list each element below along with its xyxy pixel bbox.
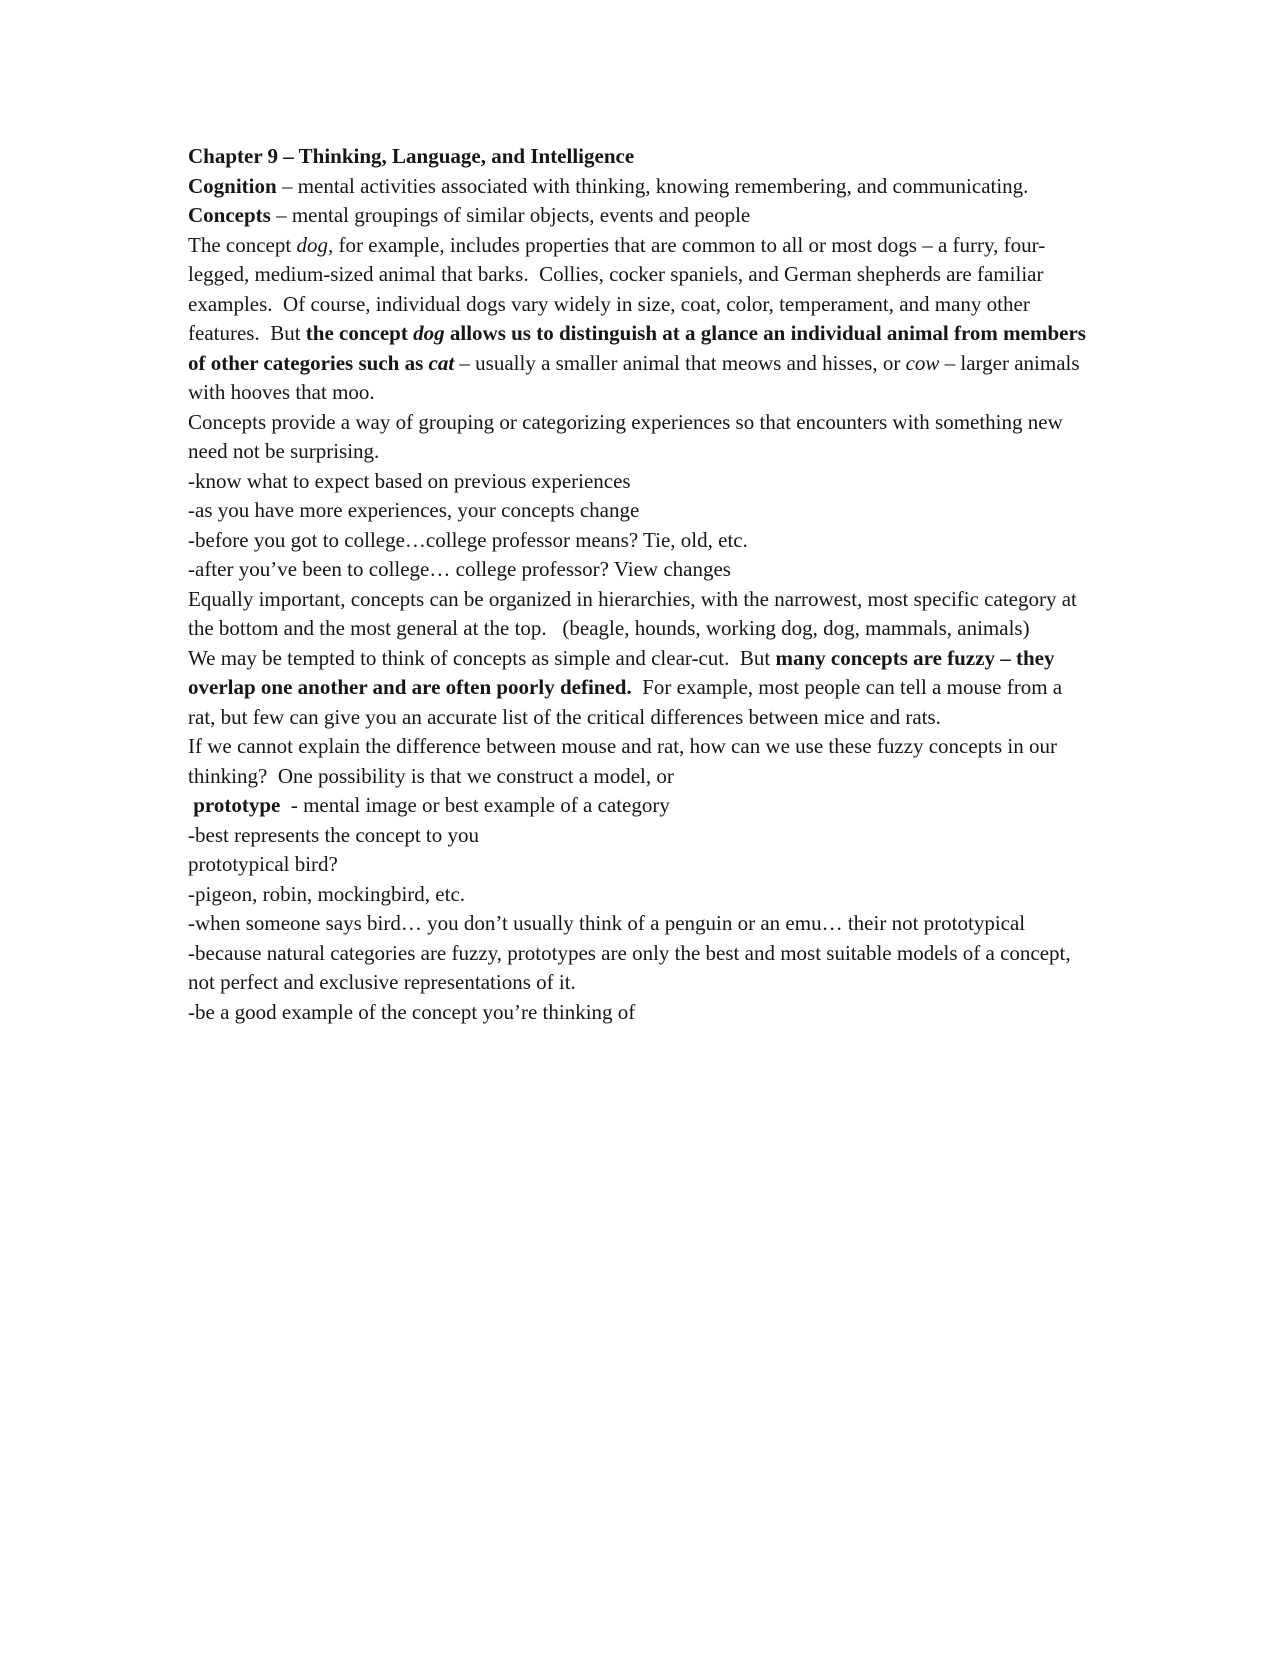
dog-bold-italic-1: dog (413, 321, 445, 345)
concepts-term: Concepts (188, 203, 271, 227)
grouping-note-before-college: -before you got to college…college professor means? Tie, old, etc. (188, 527, 748, 552)
fuzzy-concepts-paragraph (188, 644, 1094, 733)
grouping-note-after-college: -after you’ve been to college… college professor? View changes (188, 557, 731, 581)
concepts-text: – mental groupings of similar objects, events and people (270, 203, 751, 227)
prototype-definition-line (188, 791, 1094, 821)
natural-categories-paragraph: -because natural categories are fuzzy, prototypes are only the best and most suitable models of a concept, not perfect and exclusive representations of it. (188, 940, 1076, 994)
chapter-title: Chapter 9 – Thinking, Language, and Intelligence (188, 144, 635, 168)
prototype-sub-note: -best represents the concept to you (188, 822, 479, 847)
prototype-definition: - mental image or best example of a category (280, 793, 670, 817)
grouping-note-experiences: -as you have more experiences, your concepts change (188, 498, 640, 522)
natural-sub-note: -be a good example of the concept you’re thinking of (188, 999, 636, 1024)
dog-run-1: The concept (188, 232, 297, 257)
dog-italic-1: dog (296, 232, 328, 257)
prototypical-bird-question: prototypical bird? (188, 852, 338, 876)
dog-run-4: – larger animals with hooves that moo. (188, 350, 1085, 404)
fuzzy-bold: many concepts are fuzzy – they overlap one another and are often poorly defined. (188, 645, 1060, 699)
grouping-paragraph: Concepts provide a way of grouping or categorizing experiences so that encounters with something new need not be surprising. (188, 409, 1069, 463)
bird-note-penguin: -when someone says bird… you don’t usually think of a penguin or an emu… their not prototypical (188, 911, 1026, 935)
hierarchies-paragraph: Equally important, concepts can be organized in hierarchies, with the narrowest, most specific category at the bottom and the most general at the top. (beagle, hounds, working dog, dog, mammals, animals) (188, 586, 1083, 640)
bird-note-pigeon: -pigeon, robin, mockingbird, etc. (188, 881, 466, 906)
grouping-note-know: -know what to expect based on previous experiences (188, 468, 631, 493)
cognition-definition (188, 172, 1094, 202)
prototype-lead-paragraph: If we cannot explain the difference between mouse and rat, how can we use these fuzzy concepts in our thinking? One possibility is that we construct a model, or (188, 734, 1063, 788)
concepts-definition (188, 201, 1094, 231)
cognition-term: Cognition (188, 173, 277, 198)
dog-run-3: – usually a smaller animal that meows and hisses, or (454, 350, 906, 375)
fuzzy-run-1: We may be tempted to think of concepts as simple and clear-cut. But (188, 645, 776, 670)
fuzzy-run-2: For example, most people can tell a mouse from a rat, but few can give you an accurate list of the critical differences between mice and rats. (188, 675, 1068, 729)
dog-concept-paragraph (188, 231, 1094, 408)
dog-run-2: , for example, includes properties that are common to all or most dogs – a furry, four-legged, medium-sized animal that barks. Collies, cocker spaniels, and German shepherds are familiar examples. Of course, individual dogs vary widely in size, coat, color, temperament, and many other features. But (188, 232, 1049, 345)
dog-italic-2: cow (905, 350, 940, 375)
dog-bold-1: the concept (305, 321, 414, 345)
dog-bold-2: allows us to distinguish at a glance an individual animal from members of other categories such as (188, 321, 1092, 375)
dog-bold-italic-2: cat (428, 350, 455, 375)
prototype-term: prototype (188, 793, 281, 817)
cognition-text: – mental activities associated with thinking, knowing remembering, and communicating. (276, 173, 1029, 198)
